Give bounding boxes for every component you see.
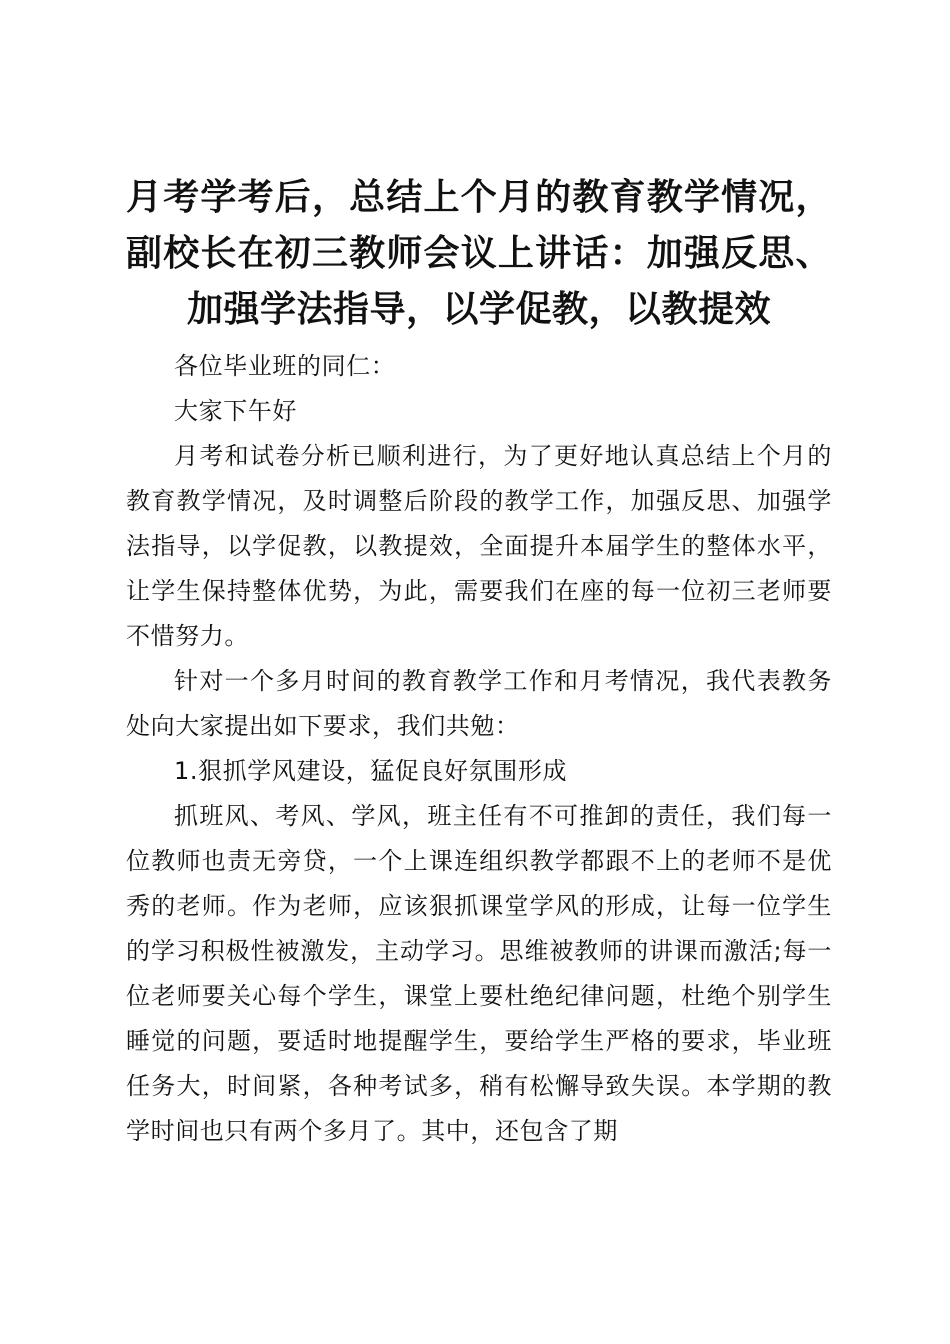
salutation-paragraph: 各位毕业班的同仁： xyxy=(174,352,396,380)
greeting-paragraph: 大家下午好 xyxy=(174,397,297,425)
intro-paragraph: 月考和试卷分析已顺利进行，为了更好地认真总结上个月的教育教学情况，及时调整后阶段的教学工作，加强反思、加强学法指导，以学促教，以教提效，全面提升本届学生的整体水平，让学生保持整体优势，为此，需要我们在座的每一位初三老师要不惜努力。 xyxy=(126,442,832,650)
requirements-paragraph: 针对一个多月时间的教育教学工作和月考情况，我代表教务处向大家提出如下要求，我们共勉： xyxy=(126,667,832,740)
document-page xyxy=(126,170,832,1154)
section-1-paragraph: 抓班风、考风、学风，班主任有不可推卸的责任，我们每一位教师也责无旁贷，一个上课连组织教学都跟不上的老师不是优秀的老师。作为老师，应该狠抓课堂学风的形成，让每一位学生的学习积极性被激发，主动学习。思维被教师的讲课而激活;每一位老师要关心每个学生，课堂上要杜绝纪律问题，杜绝个别学生睡觉的问题，要适时地提醒学生，要给学生严格的要求，毕业班任务大，时间紧，各种考试多，稍有松懈导致失误。本学期的教学时间也只有两个多月了。其中，还包含了期 xyxy=(126,802,832,1145)
document-title: 月考学考后，总结上个月的教育教学情况，副校长在初三教师会议上讲话：加强反思、加强学法指导，以学促教，以教提效 xyxy=(126,177,832,330)
document-body xyxy=(126,344,832,1154)
section-heading-1: 1.狠抓学风建设，猛促良好氛围形成 xyxy=(174,757,568,785)
